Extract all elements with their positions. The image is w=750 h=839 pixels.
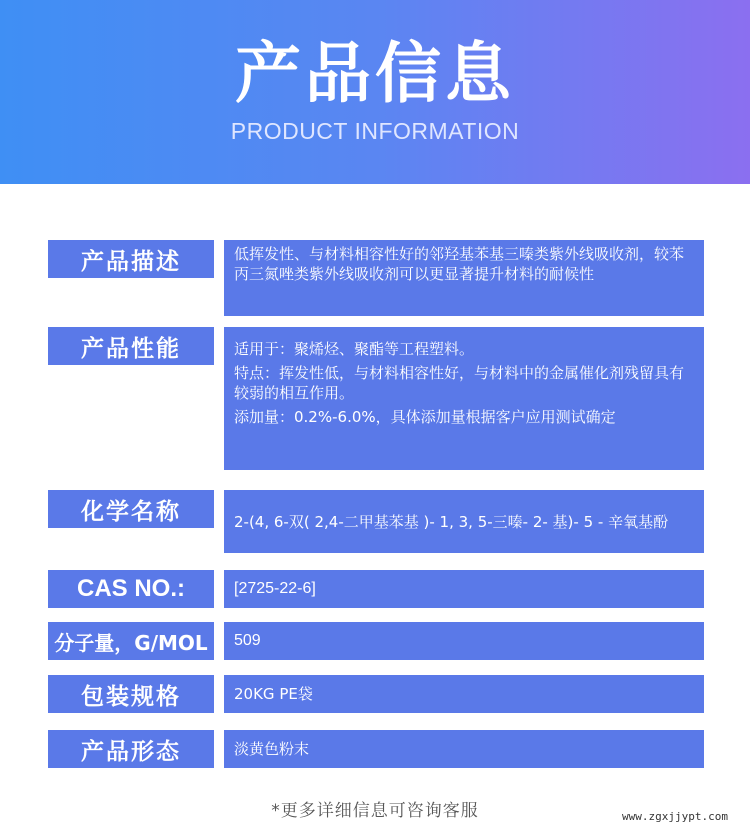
molecular-weight-text: 509	[234, 632, 261, 649]
appearance-text: 淡黄色粉末	[234, 740, 310, 758]
description-text: 低挥发性、与材料相容性好的邻羟基苯基三嗪类紫外线吸收剂，较苯丙三氮唑类紫外线吸收剂可以更显著提升材料的耐候性	[234, 245, 685, 283]
page-title: 产品信息	[235, 35, 515, 112]
performance-features: 特点：挥发性低，与材料相容性好，与材料中的金属催化剂残留具有较弱的相互作用。	[234, 364, 685, 402]
header-banner	[0, 0, 750, 184]
chemical-name-text: 2-(4, 6-双( 2,4-二甲基苯基 )- 1, 3, 5-三嗪- 2- 基)- 5 - 辛氧基酚	[234, 512, 669, 531]
label-packaging: 包装规格	[48, 675, 214, 713]
packaging-text: 20KG PE袋	[234, 685, 313, 703]
label-description: 产品描述	[48, 240, 214, 278]
label-appearance: 产品形态	[48, 730, 214, 768]
label-performance: 产品性能	[48, 327, 214, 365]
performance-dosage: 添加量：0.2%-6.0%，具体添加量根据客户应用测试确定	[234, 408, 616, 426]
value-cas-number	[224, 570, 704, 608]
value-chemical-name	[224, 490, 704, 553]
value-appearance	[224, 730, 704, 768]
site-watermark: www.zgxjjypt.com	[622, 810, 728, 823]
page-subtitle: PRODUCT INFORMATION	[230, 118, 520, 144]
label-molecular-weight: 分子量，G/MOL	[48, 622, 214, 660]
footer-note: *更多详细信息可咨询客服	[271, 801, 479, 821]
value-molecular-weight	[224, 622, 704, 660]
value-packaging	[224, 675, 704, 713]
label-cas-number: CAS NO.:	[48, 570, 214, 608]
performance-application: 适用于：聚烯烃、聚酯等工程塑料。	[234, 340, 475, 358]
cas-number-text: [2725-22-6]	[234, 580, 316, 597]
value-performance	[224, 327, 704, 470]
label-chemical-name: 化学名称	[48, 490, 214, 528]
value-description	[224, 240, 704, 316]
